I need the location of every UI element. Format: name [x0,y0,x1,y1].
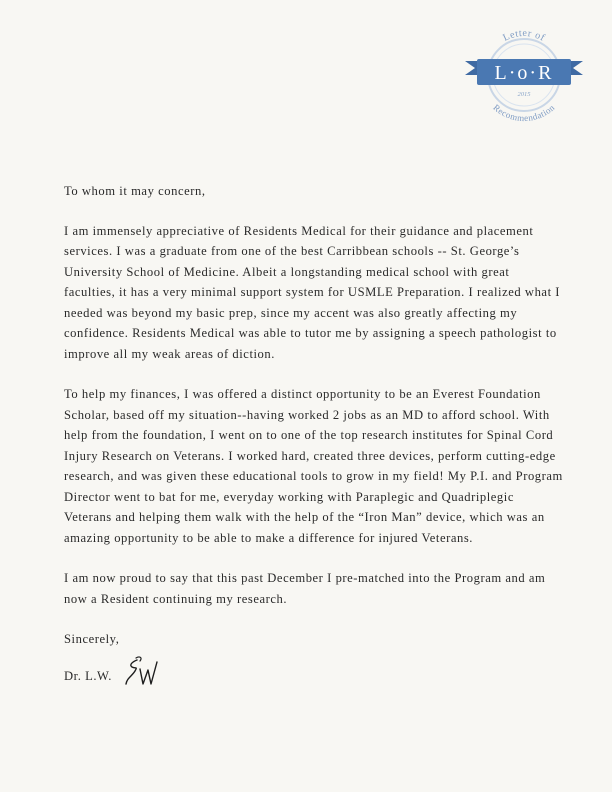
signer-name: Dr. L.W. [64,668,113,683]
seal-initials: L·o·R [494,62,554,84]
signature-block [64,658,564,688]
paragraph-3: I am now proud to say that this past December I pre-matched into the Program and am now a Resident continuing my research. [64,571,546,606]
paragraph-2: To help my finances, I was offered a distinct opportunity to be an Everest Foundation Scholar, based off my situation--having worked 2 jobs as an MD to afford school. With help from the foundation, I went on to one of the top research institutes for Spinal Cord Injury Research on Veterans. I worked hard, created three devices, perform cutting-edge research, and was given these educational tools to grow in my field! My P.I. and Program Director went to bat for me, everyday working with Paraplegic and Quadriplegic Veterans and helping them walk with the help of the “Iron Man” device, which was an amazing opportunity to be able to make a difference for injured Veterans. [64,387,563,545]
closing: Sincerely, [64,632,120,646]
seal-graphic [461,24,587,124]
seal-arc-top-text: Letter of [501,27,547,44]
seal-year: 2015 [517,91,531,98]
lor-seal-logo [461,24,587,124]
salutation: To whom it may concern, [64,184,206,198]
seal-arc-bottom-text: Recommendation [491,102,557,124]
letter-body [64,181,564,688]
handwritten-signature [123,654,165,688]
paragraph-1: I am immensely appreciative of Residents Medical for their guidance and placement services. I was a graduate from one of the best Carribbean schools -- St. George’s University School of Medicine. Albeit a longstanding medical school with great faculties, it has a very minimal support system for USMLE Preparation. I realized what I needed was beyond my basic prep, since my accent was also greatly affecting my confidence. Residents Medical was able to tutor me by assigning a speech pathologist to improve all my weak areas of diction. [64,223,561,361]
